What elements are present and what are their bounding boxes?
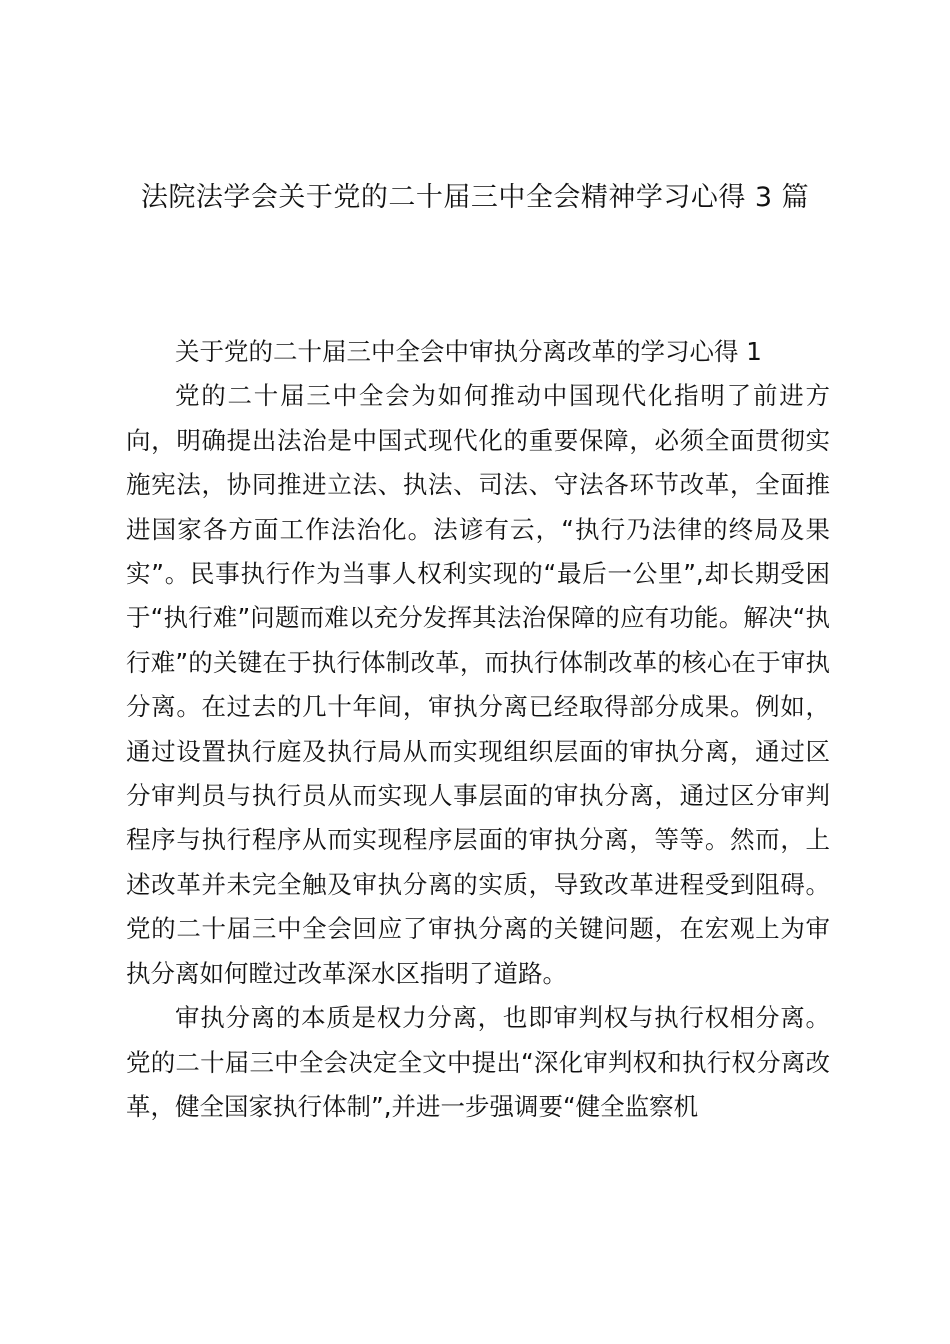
body-paragraph: 审执分离的本质是权力分离，也即审判权与执行权相分离。党的二十届三中全会决定全文中提出“深化审判权和执行权分离改革，健全国家执行体制”,并进一步强调要“健全监察机 [126, 1003, 830, 1121]
document-title: 法院法学会关于党的二十届三中全会精神学习心得 3 篇 [140, 182, 810, 213]
document-body [126, 330, 830, 1129]
section-heading: 关于党的二十届三中全会中审执分离改革的学习心得 1 [175, 337, 762, 366]
body-paragraph: 党的二十届三中全会为如何推动中国现代化指明了前进方向，明确提出法治是中国式现代化的重要保障，必须全面贯彻实施宪法，协同推进立法、执法、司法、守法各环节改革，全面推进国家各方面工作法治化。法谚有云，“执行乃法律的终局及果实”。民事执行作为当事人权利实现的“最后一公里”,却长期受困于“执行难”问题而难以充分发挥其法治保障的应有功能。解决“执行难”的关键在于执行体制改革，而执行体制改革的核心在于审执分离。在过去的几十年间，审执分离已经取得部分成果。例如，通过设置执行庭及执行局从而实现组织层面的审执分离，通过区分审判员与执行员从而实现人事层面的审执分离，通过区分审判程序与执行程序从而实现程序层面的审执分离，等等。然而，上述改革并未完全触及审执分离的实质，导致改革进程受到阻碍。党的二十届三中全会回应了审执分离的关键问题，在宏观上为审执分离如何瞠过改革深水区指明了道路。 [126, 381, 830, 988]
